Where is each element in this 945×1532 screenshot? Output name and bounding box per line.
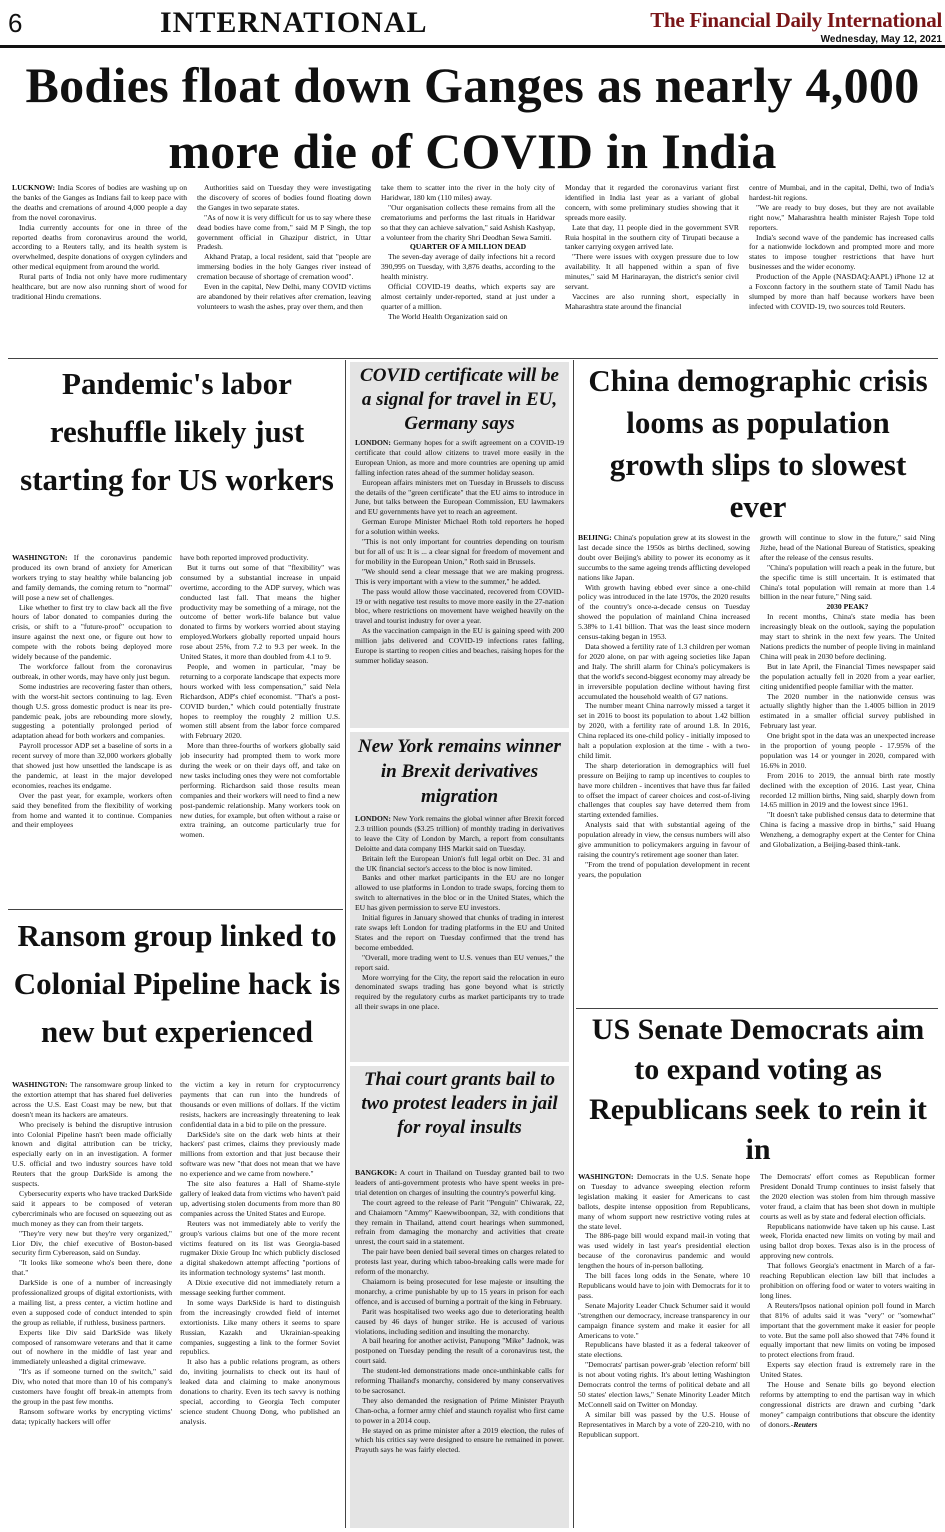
column-rule: [573, 360, 574, 1528]
labor-headline: Pandemic's labor reshuffle likely just starting for US workers: [20, 366, 334, 497]
ransom-col-1: WASHINGTON: The ransomware group linked to the extortion attempt that has shared fuel deliveries across the U.S. East Coast may be new, but that doesn't mean its hackers are amateurs. Who precisely is behind the disruptive intrusion into Colonial Pipeline hasn't been made officially known and digital attribution can be tricky, especially early on in an investigation. A former U.S. official and two industry sources have told Reuters that the group DarkSide is among the suspects. Cybersecurity experts who have tracked DarkSide said it appears to be composed of veteran cybercriminals who are focused on squeezing out as much money as they can from their targets. "They're very new but they're very organized," Lior Div, the chief executive of Boston-based security firm Cybereason, said on Sunday. "It looks like someone who's been there, done that." DarkSide is one of a number of increasingly professionalized groups of digital extortionists, with a mailing list, a press center, a victim hotline and even a supposed code of conduct intended to spin the group as reliable, if ruthless, business partners. Experts like Div said DarkSide was likely composed of ransomware veterans and that it came out of nowhere in the middle of last year and immediately unleashed a digital crimewave. "It's as if someone turned on the switch," said Div, who noted that more than 10 of his company's customers have fought off break-in attempts from the group in the past few months. Ransom software works by encrypting victims' data; typically hackers will offer: [12, 1080, 172, 1426]
section-title: INTERNATIONAL: [160, 6, 428, 39]
senate-col-2: The Democrats' effort comes as Republican former President Donald Trump continues to insist falsely that the 2020 election was stolen from him through massive voter fraud, a claim that has been shot down in multiple courts as well as by state and federal election officials. Republicans nationwide have taken up his cause. Last week, Florida enacted new limits on voting by mail and using ballot drop boxes. Texas also is in the process of approving new controls. That follows Georgia's enactment in March of a far-reaching Republican election law bill that includes a prohibition on offering food or water to voters waiting in long lines. A Reuters/Ipsos national opinion poll found in March that 81% of adults said it was "very" or "somewhat" important that the government make it easier for people to vote. But the same poll also showed that 74% found it equally important that new limits on voting be imposed to protect elections from fraud. Experts say election fraud is extremely rare in the United States. The House and Senate bills go beyond election reforms by attempting to end the partisan way in which congressional districts are drawn and curbing "dark money" campaign contributions that obscure the identity of donors.-Reuters: [760, 1172, 935, 1429]
ganges-col-2: Authorities said on Tuesday they were investigating the discovery of scores of bodies found floating down the Ganges in two separate states. "As of now it is very difficult for us to say where these dead bodies have come from," said M P Singh, the top government official in Ghazipur district, in Uttar Pradesh. Akhand Pratap, a local resident, said that "people are immersing bodies in the holy Ganges river instead of cremation because of shortage of cremation wood". Even in the capital, New Delhi, many COVID victims are abandoned by their relatives after cremation, leaving volunteers to wash the ashes, pray over them, and then: [197, 183, 371, 311]
divider: [8, 358, 938, 359]
main-headline: Bodies float down Ganges as nearly 4,000 more die of COVID in India: [25, 57, 920, 179]
divider: [576, 1008, 938, 1009]
thai-headline: Thai court grants bail to two protest leaders in jail for royal insults: [361, 1069, 558, 1138]
ganges-col-3: take them to scatter into the river in the holy city of Haridwar, 180 km (110 miles) away. "Our organisation collects these remains from all the crematoriums and performs the last rituals in Haridwar so that they can achieve salvation," said Ashish Kashyap, a volunteer from the charity Shri Deodhan Sewa Samiti. QUARTER OF A MILLION DEAD The seven-day average of daily infections hit a record 390,995 on Tuesday, with 3,876 deaths, according to the health ministry. Official COVID-19 deaths, which experts say are almost certainly under-reported, stand at just under a quarter of a million. The World Health Organization said on: [381, 183, 555, 321]
column-rule: [345, 360, 346, 1528]
dateline: LUCKNOW:: [12, 183, 56, 192]
ganges-col-1: LUCKNOW: India Scores of bodies are washing up on the banks of the Ganges as Indians fail to keep pace with the deaths and cremations of around 4,000 people a day from the novel coronavirus. India currently accounts for one in three of the reported deaths from coronavirus around the world, according to a Reuters tally, and its health system is overwhelmed, despite donations of oxygen cylinders and other medical equipment from around the world. Rural parts of India not only have more rudimentary healthcare, but are now also running short of wood for traditional Hindu cremations.: [12, 183, 187, 301]
thai-story: [350, 1066, 569, 1528]
china-headline: China demographic crisis looms as population growth slips to slowest ever: [588, 363, 928, 524]
brexit-story: [350, 732, 569, 1062]
covid-certificate-story: [350, 362, 569, 728]
china-col-1: BEIJING: China's population grew at its slowest in the last decade since the 1950s as births declined, sowing doubt over Beijing's ability to power its economy as it succumbs to the same ageing trends afflicting developed nations like Japan. With growth having ebbed ever since a one-child policy was introduced in the late 1970s, the 2020 results of the country's once-a-decade census on Tuesday showed the population of mainland China increased 5.38% to 1.41 billion. That was the least since modern census-taking began in 1953. Data showed a fertility rate of 1.3 children per woman for 2020 alone, on par with ageing societies like Japan and Italy. The shrill alarm for China's policymakers is that the world's second-biggest economy may already be in irreversible population decline without having first accumulated the household wealth of G7 nations. The number meant China narrowly missed a target it set in 2016 to boost its population to about 1.42 billion by 2020, with a fertility rate of around 1.8. In 2016, China replaced its one-child policy - initially imposed to halt a population explosion at the time - with a two-child limit. The sharp deterioration in demographics will fuel pressure on Beijing to ramp up incentives to couples to have more children - incentives that have thus far failed to offset the impact of career choices and cost-of-living challenges that couples say have deterred them from starting extended families. Analysts said that with substantial ageing of the population already in view, the census numbers will also give ammunition to policymakers arguing in favour of raising the country's retirement age sooner than later. "From the trend of population development in recent years, the population: [578, 533, 750, 879]
header-rule: [0, 45, 945, 48]
covid-cert-headline: COVID certificate will be a signal for travel in EU, Germany says: [360, 365, 559, 434]
ganges-col-4: Monday that it regarded the coronavirus variant first identified in India last year as a variant of global concern, with some preliminary studies showing that it spreads more easily. Late that day, 11 people died in the government SVR Ruia hospital in the southern city of Tirupati because a tanker carrying oxygen arrived late. "There were issues with oxygen pressure due to low availability. It all happened within a span of five minutes," said M Harinarayan, the district's senior civil servant. Vaccines are also running short, especially in Maharashtra state around the financial: [565, 183, 739, 311]
ganges-col-5: centre of Mumbai, and in the capital, Delhi, two of India's hardest-hit regions. "We are ready to buy doses, but they are not available right now," Maharashtra health minister Rajesh Tope told reporters. India's second wave of the pandemic has increased calls for a nationwide lockdown and prompted more and more states to impose tougher restrictions that have hurt businesses and the wider economy. Production of the Apple (NASDAQ:AAPL) iPhone 12 at a Foxconn factory in the southern state of Tamil Nadu has slumped by more than half because workers have been infected with COVID-19, two sources told Reuters.: [749, 183, 934, 311]
labor-col-2: have both reported improved productivity. But it turns out some of that "flexibility" was consumed by a substantial increase in unpaid overtime, according to the ADP survey, which was conducted last fall. That means the higher productivity may be something of a mirage, not the outcome of better work-life balance but value donated to firms by workers worried about staying employed.Workers globally reported unpaid hours rose about 25%, from 7.2 to 9.3 per week. In the United States, it more than doubled from 4.1 to 9. People, and women in particular, "may be returning to a corporate landscape that expects more hours worked with less compensation," said Nela Richardson, ADP's chief economist. "That's a post-COVID burden," which could potentially frustrate hopes to reemploy the roughly 2 million U.S. women still absent from the labor force compared with February 2020. More than three-fourths of workers globally said job insecurity had prompted them to work more during the week or on their days off, and take on new tasks including ones they were not comfortable performing. Richardson said those results mean companies and their workers will need to find a new post-pandemic relationship. Many workers took on new duties, for example, but often without a raise or extra training, an outcome particularly true for women.: [180, 553, 340, 840]
divider: [8, 909, 343, 910]
thai-body: BANGKOK: A court in Thailand on Tuesday granted bail to two leaders of anti-government protests who have spent weeks in pre-trial detention on charges of insulting the country's powerful king. The court agreed to the release of Parit "Penguin" Chiwarak, 22, and Chaiamorn "Ammy" Kaewwiboonpan, 32, with conditions that they remain in Thailand, attend court hearings when summoned, refrain from damaging the monarchy and activities that create unrest, the court said in a statement. The pair have been denied bail several times on charges related to protests last year, during which taboo-breaking calls were made for reform of the monarchy. Chaiamorn is being prosecuted for lese majeste or insulting the monarchy, a crime punishable by up to 15 years in prison for each offence, and is accused of burning a portrait of the king in February. Parit was hospitalised two weeks ago due to deteriorating health caused by 46 days of hunger strike. He is accused of various violations, including sedition and insulting the monarchy. A bail hearing for another activist, Panupong "Mike" Jadnok, was postponed on Tuesday pending the result of a coronavirus test, the court said. The student-led demonstrations made once-unthinkable calls for reforming Thailand's monarchy, considered by many conservatives to be sacrosanct. They also demanded the resignation of Prime Minister Prayuth Chan-ocha, a former army chief and staunch royalist who first came to power in a 2014 coup. He stayed on as prime minister after a 2019 election, the rules of which his critics say were designed to ensure he remained in power. Prayuth says he was fairly elected.: [355, 1168, 564, 1455]
labor-col-1: WASHINGTON: If the coronavirus pandemic produced its own brand of anxiety for American workers trying to stay healthy while balancing job and family demands, the coming return to "normal" will pose a new set of challenges. Like whether to first try to claw back all the five hours of labor donated to companies during the crisis, or shift to a "future-proof" occupation to insure against the next one, or figure out how to compete with the robots being deployed more widely because of the pandemic. The workforce fallout from the coronavirus outbreak, in other words, may have only just begun. Some industries are recovering faster than others, with the worst-hit sectors continuing to lag. Even though U.S. gross domestic product is near its pre-pandemic peak, jobs are rebounding more slowly, suggesting a potentially prolonged period of adaptation ahead for both workers and companies. Payroll processor ADP set a baseline of sorts in a recent survey of more than 32,000 workers globally that showed just how unsettled the landscape is as the pandemic, at least in the major developed economies, reaches its endgame. Over the past year, for example, workers often said they benefited from the flexibility of working from home and wanted it to continue. Companies and their employees: [12, 553, 172, 830]
newspaper-title: The Financial Daily International: [650, 8, 942, 32]
subhead: QUARTER OF A MILLION DEAD: [409, 242, 527, 252]
covid-cert-body: LONDON: Germany hopes for a swift agreement on a COVID-19 certificate that could allow citizens to travel more easily in the European Union, as more and more countries are opening up amid falling infection rates ahead of the summer holiday season. European affairs ministers met on Tuesday in Brussels to discuss the details of the "green certificate" that the EU aims to introduce in June, but talks between the European Commission, EU lawmakers and EU governments have yet to reach an agreement. German Europe Minister Michael Roth told reporters he hoped for a solution within weeks. "This is not only important for countries depending on tourism but for all of us: It is ... a clear signal for freedom of movement and for mobility in the European Union," Roth said in Brussels. "We should send a clear message that we are making progress. This is very important with a view to the summer," he added. The pass would allow those vaccinated, recovered from COVID-19 or with negative test results to move more easily in the 27-nation bloc, where restrictions on movement have weighed heavily on the travel and tourist industry for over a year. As the vaccination campaign in the EU is gaining speed with 200 million jabs delivered and COVID-19 infections rates falling, Europe is starting to reopen cities and beaches, raising hopes for the summer holiday season.: [355, 438, 564, 665]
ransom-headline: Ransom group linked to Colonial Pipeline hack is new but experienced: [13, 918, 341, 1049]
brexit-body: LONDON: New York remains the global winner after Brexit forced 2.3 trillion pounds ($3.25 trillion) of monthly trading in derivatives to leave the City of London by March, a report from consultants Deloitte and data company IHS Markit said on Tuesday. Britain left the European Union's full legal orbit on Dec. 31 and the UK financial sector's access to the bloc is now limited. Banks and other market participants in the EU are no longer allowed to use platforms in London to trade swaps, forcing them to switch to alternatives in the bloc or in the United States, which the EU has given permission to serve EU investors. Initial figures in January showed that chunks of trading in interest rate swaps left London for trading platforms in the EU and United States and the report on Tuesday confirmed that the trend has become embedded. "Overall, more trading went to U.S. venues than EU venues," the report said. More worrying for the City, the report said the relocation in euro denominated swaps trading has gone beyond what is strictly required by the regulatory curbs as market participants try to trade all their swaps in one place.: [355, 814, 564, 1012]
subhead: 2030 PEAK?: [826, 602, 869, 612]
page-number: 6: [8, 10, 23, 36]
brexit-headline: New York remains winner in Brexit derivatives migration: [358, 736, 561, 807]
ransom-col-2: the victim a key in return for cryptocurrency payments that can run into the hundreds of thousands or even millions of dollars. If the victim resists, hackers are increasingly threatening to leak confidential data in a bid to pile on the pressure. DarkSide's site on the dark web hints at their hackers' past crimes, claims they previously made millions from extortion and that just because their software was new "that does not mean that we have no experience and we came from nowhere." The site also features a Hall of Shame-style gallery of leaked data from victims who haven't paid up, advertising stolen documents from more than 80 companies across the United States and Europe. Reuters was not immediately able to verify the group's various claims but one of the more recent victims featured on its list was Georgia-based rugmaker Dixie Group Inc which publicly disclosed a digital shakedown attempt affecting "portions of its information technology systems" last month. A Dixie executive did not immediately return a message seeking further comment. In some ways DarkSide is hard to distinguish from the increasingly crowded field of internet extortionists. Like many others it seems to spare Russian, Kazakh and Ukrainian-speaking companies, suggesting a link to the former Soviet republics. It also has a public relations program, as others do, inviting journalists to check out its haul of leaked data and claiming to make anonymous donations to charity. Even its tech savvy is nothing special, according to Georgia Tech computer science student Chuong Dong, who published an analysis.: [180, 1080, 340, 1426]
credit: Reuters: [793, 1419, 818, 1429]
senate-col-1: WASHINGTON: Democrats in the U.S. Senate hope on Tuesday to advance sweeping election reform legislation making it easier for Americans to cast ballots, despite intense opposition from Republicans, many of whom support new restrictive voting rules at the state level. The 886-page bill would expand mail-in voting that was used widely in last year's presidential election because of the coronavirus pandemic and would lengthen the hours of in-person balloting. The bill faces long odds in the Senate, where 10 Republicans would have to join with Democrats for it to pass. Senate Majority Leader Chuck Schumer said it would "strengthen our democracy, increase transparency in our campaign finance system and make it easier for all Americans to vote." Republicans have blasted it as a federal takeover of state elections. "Democrats' partisan power-grab 'election reform' bill is not about voting rights. It's about letting Washington Democrats control the terms of political debate and all 50 states' election laws," Senate Minority Leader Mitch McConnell said on Twitter on Monday. A similar bill was passed by the U.S. House of Representatives in March by a vote of 220-210, with no Republican support.: [578, 1172, 750, 1439]
china-col-2: growth will continue to slow in the future," said Ning Jizhe, head of the National Bureau of Statistics, speaking after the release of the census results. "China's population will reach a peak in the future, but the specific time is still uncertain. It is estimated that China's total population will remain at more than 1.4 billion in the near future," Ning said. 2030 PEAK? In recent months, China's state media has been increasingly bleak on the outlook, saying the population may start to shrink in the next few years. The United Nations predicts the number of people living in mainland China will peak in 2030 before declining. But in late April, the Financial Times newspaper said the population actually fell in 2020 from a year earlier, citing unidentified people familiar with the matter. The 2020 number in the nationwide census was actually slightly higher than the 1.4005 billion in 2019 estimated in a smaller official survey published in February last year. One bright spot in the data was an unexpected increase in the proportion of young people - 17.95% of the population was 14 or younger in 2020, compared with 16.6% in 2010. From 2016 to 2019, the annual birth rate mostly declined with the exception of 2016. Last year, China recorded 12 million births, Ning said, sharply down from 14.65 million in 2019 and the lowest since 1961. "It doesn't take published census data to determine that China is facing a massive drop in births," said Huang Wenzheng, a demography expert at the Center for China and Globalization, a Beijing-based think-tank.: [760, 533, 935, 850]
senate-headline: US Senate Democrats aim to expand voting as Republicans seek to rein it in: [589, 1013, 927, 1166]
issue-date: Wednesday, May 12, 2021: [820, 34, 942, 45]
